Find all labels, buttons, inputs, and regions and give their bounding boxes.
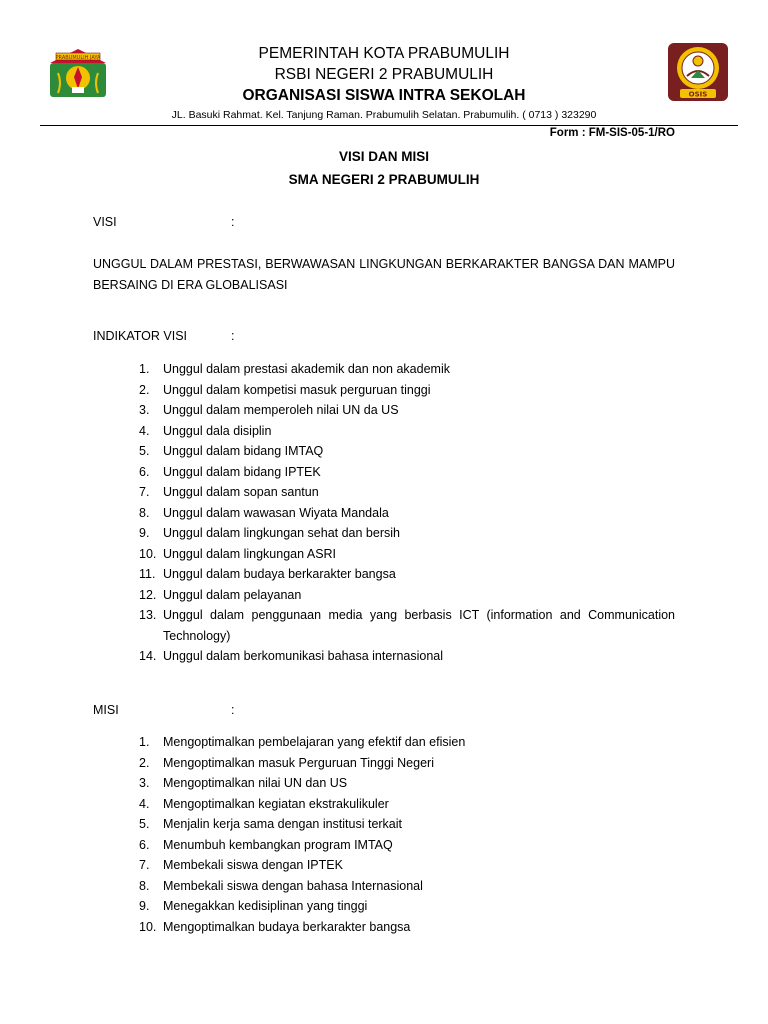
indikator-item-text: Unggul dalam penggunaan media yang berbasis ICT (information and Communication Technology): [163, 608, 675, 643]
misi-item-text: Menegakkan kedisiplinan yang tinggi: [163, 899, 368, 913]
misi-item-number: 5.: [139, 817, 150, 831]
header-divider: [40, 125, 738, 126]
indikator-item-number: 4.: [139, 423, 150, 438]
misi-item-number: 7.: [139, 858, 150, 872]
indikator-item-number: 3.: [139, 403, 150, 417]
misi-list-item: [93, 896, 675, 917]
osis-logo: [667, 42, 729, 102]
misi-list-item: [93, 794, 675, 815]
misi-label: MISI: [93, 703, 119, 717]
indikator-item-text: Unggul dalam lingkungan ASRI: [163, 546, 337, 561]
city-emblem-logo: [44, 43, 112, 101]
indikator-list-item: [93, 646, 675, 667]
indikator-list-item: [93, 544, 675, 565]
indikator-list-item: [93, 380, 675, 401]
indikator-list-item: [93, 400, 675, 421]
indikator-item-number: 6.: [139, 464, 150, 479]
misi-list: [93, 732, 675, 937]
misi-item-text: Menjalin kerja sama dengan institusi terkait: [163, 817, 403, 831]
indikator-item-text: Unggul dalam pelayanan: [163, 587, 302, 602]
misi-list-item: [93, 855, 675, 876]
misi-list-item: [93, 876, 675, 897]
indikator-list-item: [93, 421, 675, 442]
misi-item-number: 1.: [139, 735, 150, 749]
misi-item-number: 6.: [139, 837, 150, 852]
indikator-list-item: [93, 482, 675, 503]
indikator-label: INDIKATOR VISI: [93, 329, 188, 343]
indikator-item-text: Unggul dalam sopan santun: [163, 485, 319, 499]
visi-statement: UNGGUL DALAM PRESTASI, BERWAWASAN LINGKUNGAN BERKARAKTER BANGSA DAN MAMPU BERSAING DI ERA GLOBALISASI: [93, 257, 675, 292]
misi-item-text: Mengoptimalkan kegiatan ekstrakulikuler: [163, 796, 389, 811]
misi-item-text: Mengoptimalkan pembelajaran yang efektif dan efisien: [163, 735, 466, 749]
misi-item-number: 9.: [139, 899, 150, 913]
indikator-item-text: Unggul dala disiplin: [163, 423, 272, 438]
indikator-list-item: [93, 523, 675, 544]
indikator-item-text: Unggul dalam memperoleh nilai UN da US: [163, 403, 399, 417]
misi-colon: :: [231, 703, 235, 717]
misi-list-item: [93, 917, 675, 938]
indikator-list-item: [93, 585, 675, 606]
misi-item-text: Mengoptimalkan budaya berkarakter bangsa: [163, 919, 411, 934]
indikator-item-number: 12.: [139, 587, 157, 602]
indikator-list-item: [93, 462, 675, 483]
misi-list-item: [93, 835, 675, 856]
misi-item-text: Mengoptimalkan masuk Perguruan Tinggi Negeri: [163, 755, 434, 770]
visi-colon: :: [231, 215, 235, 229]
document-title: VISI DAN MISI: [338, 149, 429, 164]
indikator-list: [93, 359, 675, 667]
misi-item-number: 10.: [139, 919, 157, 934]
misi-list-item: [93, 814, 675, 835]
misi-item-text: Membekali siswa dengan IPTEK: [163, 858, 343, 872]
indikator-item-number: 9.: [139, 526, 150, 540]
indikator-item-number: 10.: [139, 546, 157, 561]
indikator-item-number: 11.: [139, 567, 156, 581]
misi-list-item: [93, 773, 675, 794]
misi-item-number: 4.: [139, 796, 150, 811]
indikator-item-number: 2.: [139, 382, 150, 397]
indikator-item-text: Unggul dalam prestasi akademik dan non akademik: [163, 362, 450, 376]
indikator-item-text: Unggul dalam wawasan Wiyata Mandala: [163, 505, 389, 520]
indikator-item-number: 1.: [139, 362, 150, 376]
osis-logo-text: OSIS: [688, 90, 708, 99]
indikator-item-number: 8.: [139, 505, 150, 520]
indikator-item-number: 7.: [139, 485, 150, 499]
indikator-list-item: [93, 441, 675, 462]
indikator-colon: :: [231, 329, 235, 343]
indikator-list-item: [93, 605, 675, 646]
visi-label: VISI: [93, 215, 117, 229]
misi-list-item: [93, 753, 675, 774]
indikator-item-text: Unggul dalam budaya berkarakter bangsa: [163, 567, 396, 581]
form-code: Form : FM-SIS-05-1/RO: [549, 127, 675, 139]
misi-item-text: Membekali siswa dengan bahasa Internasional: [163, 878, 423, 893]
misi-item-number: 2.: [139, 755, 150, 770]
school-address: JL. Basuki Rahmat. Kel. Tanjung Raman. Prabumulih Selatan. Prabumulih. ( 0713 ) 323290: [171, 109, 597, 121]
misi-item-number: 3.: [139, 776, 150, 790]
emblem-banner-text: PRABUMULIH JAYA: [55, 55, 101, 61]
indikator-list-item: [93, 564, 675, 585]
indikator-list-item: [93, 359, 675, 380]
indikator-item-number: 14.: [139, 649, 157, 663]
document-subtitle: SMA NEGERI 2 PRABUMULIH: [288, 172, 480, 187]
indikator-item-number: 5.: [139, 444, 150, 458]
indikator-item-text: Unggul dalam kompetisi masuk perguruan tinggi: [163, 382, 431, 397]
indikator-list-item: [93, 503, 675, 524]
indikator-item-text: Unggul dalam bidang IMTAQ: [163, 444, 324, 458]
indikator-item-text: Unggul dalam bidang IPTEK: [163, 464, 321, 479]
misi-item-number: 8.: [139, 878, 150, 893]
indikator-item-text: Unggul dalam berkomunikasi bahasa internasional: [163, 649, 444, 663]
misi-list-item: [93, 732, 675, 753]
indikator-item-number: 13.: [139, 608, 157, 622]
header-school: RSBI NEGERI 2 PRABUMULIH: [274, 66, 494, 83]
header-government: PEMERINTAH KOTA PRABUMULIH: [258, 45, 510, 62]
misi-item-text: Mengoptimalkan nilai UN dan US: [163, 776, 348, 790]
indikator-item-text: Unggul dalam lingkungan sehat dan bersih: [163, 526, 400, 540]
misi-item-text: Menumbuh kembangkan program IMTAQ: [163, 837, 393, 852]
header-organization: ORGANISASI SISWA INTRA SEKOLAH: [242, 87, 526, 104]
